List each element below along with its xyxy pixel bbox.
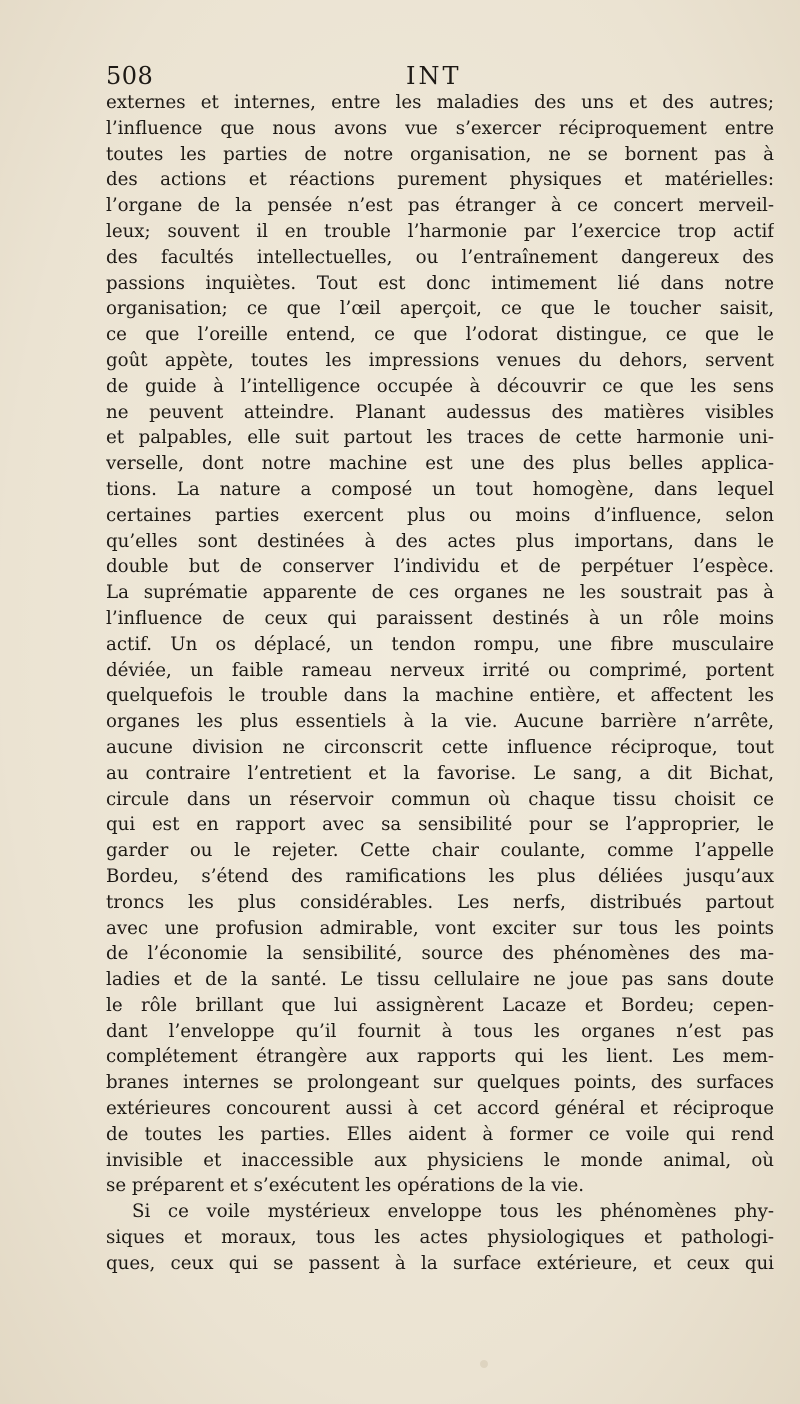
- paper-speck: [480, 1360, 488, 1368]
- text-line: de toutes les parties. Elles aident à former ce voile qui rend: [106, 1123, 774, 1145]
- text-line: de guide à l’intelligence occupée à découvrir ce que les sens: [106, 375, 774, 397]
- text-line: ce que l’oreille entend, ce que l’odorat distingue, ce que le: [106, 324, 774, 346]
- text-line: des actions et réactions purement physiques et matérielles:: [106, 169, 774, 191]
- text-line: ques, ceux qui se passent à la surface extérieure, et ceux qui: [106, 1252, 774, 1274]
- text-line: verselle, dont notre machine est une des plus belles applica-: [106, 453, 774, 475]
- text-line: l’organe de la pensée n’est pas étranger à ce concert merveil-: [106, 195, 774, 217]
- text-line: l’influence que nous avons vue s’exercer réciproquement entre: [106, 117, 774, 139]
- page-header: [106, 58, 786, 94]
- text-line: se préparent et s’exécutent les opérations de la vie.: [106, 1175, 585, 1197]
- text-line: au contraire l’entretient et la favorise. Le sang, a dit Bichat,: [106, 762, 774, 784]
- text-line: l’influence de ceux qui paraissent destinés à un rôle moins: [106, 607, 774, 629]
- body-text: [106, 90, 774, 1277]
- text-line: qu’elles sont destinées à des actes plus importans, dans le: [106, 530, 774, 552]
- text-line: ne peuvent atteindre. Planant audessus des matières visibles: [106, 401, 774, 423]
- text-line: et palpables, elle suit partout les traces de cette harmonie uni-: [106, 427, 774, 449]
- text-line: complétement étrangère aux rapports qui les lient. Les mem-: [106, 1046, 774, 1068]
- running-head: INT: [406, 62, 462, 90]
- text-line: Si ce voile mystérieux enveloppe tous les phénomènes phy-: [132, 1201, 774, 1223]
- text-line: double but de conserver l’individu et de perpétuer l’espèce.: [106, 556, 774, 578]
- text-line: organes les plus essentiels à la vie. Aucune barrière n’arrête,: [106, 711, 774, 733]
- text-line: extérieures concourent aussi à cet accord général et réciproque: [106, 1098, 774, 1120]
- text-line: organisation; ce que l’œil aperçoit, ce que le toucher saisit,: [106, 298, 774, 320]
- text-line: ladies et de la santé. Le tissu cellulaire ne joue pas sans doute: [106, 969, 774, 991]
- text-line: passions inquiètes. Tout est donc intimement lié dans notre: [106, 272, 774, 294]
- text-line: troncs les plus considérables. Les nerfs, distribués partout: [106, 891, 774, 913]
- text-line: tions. La nature a composé un tout homogène, dans lequel: [106, 478, 774, 500]
- text-line: toutes les parties de notre organisation, ne se bornent pas à: [106, 143, 774, 165]
- text-line: Bordeu, s’étend des ramifications les plus déliées jusqu’aux: [106, 865, 774, 887]
- text-line: siques et moraux, tous les actes physiologiques et pathologi-: [106, 1227, 774, 1249]
- text-line: déviée, un faible rameau nerveux irrité ou comprimé, portent: [106, 659, 774, 681]
- text-line: avec une profusion admirable, vont exciter sur tous les points: [106, 917, 774, 939]
- text-line: aucune division ne circonscrit cette influence réciproque, tout: [106, 736, 774, 758]
- text-line: La suprématie apparente de ces organes ne les soustrait pas à: [106, 582, 774, 604]
- text-line: actif. Un os déplacé, un tendon rompu, une fibre musculaire: [106, 633, 774, 655]
- text-line: quelquefois le trouble dans la machine entière, et affectent les: [106, 685, 774, 707]
- text-line: des facultés intellectuelles, ou l’entraînement dangereux des: [106, 246, 774, 268]
- text-line: qui est en rapport avec sa sensibilité pour se l’approprier, le: [106, 814, 774, 836]
- text-line: le rôle brillant que lui assignèrent Lacaze et Bordeu; cepen-: [106, 994, 774, 1016]
- text-line: branes internes se prolongeant sur quelques points, des surfaces: [106, 1072, 774, 1094]
- text-line: garder ou le rejeter. Cette chair coulante, comme l’appelle: [106, 840, 774, 862]
- text-line: leux; souvent il en trouble l’harmonie par l’exercice trop actif: [106, 220, 774, 242]
- text-line: goût appète, toutes les impressions venues du dehors, servent: [106, 349, 774, 371]
- page-number: 508: [106, 62, 154, 90]
- text-line: invisible et inaccessible aux physiciens le monde animal, où: [106, 1149, 774, 1171]
- text-line: certaines parties exercent plus ou moins d’influence, selon: [106, 504, 774, 526]
- text-line: dant l’enveloppe qu’il fournit à tous les organes n’est pas: [106, 1020, 774, 1042]
- text-line: circule dans un réservoir commun où chaque tissu choisit ce: [106, 788, 774, 810]
- text-line: de l’économie la sensibilité, source des phénomènes des ma-: [106, 943, 774, 965]
- text-line: externes et internes, entre les maladies des uns et des autres;: [106, 92, 774, 113]
